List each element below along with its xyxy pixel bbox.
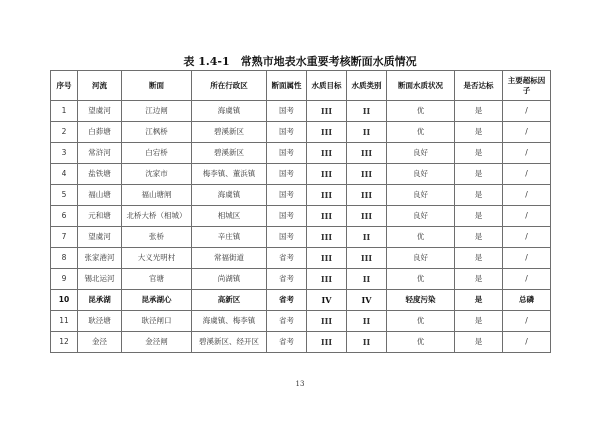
- cell-district: 常福街道: [192, 248, 267, 269]
- table-body: [51, 101, 551, 353]
- cell-quality-status: 优: [387, 311, 455, 332]
- cell-main-pollutant: 总磷: [503, 290, 551, 311]
- cell-river: 锡北运河: [78, 269, 122, 290]
- cell-river: 金泾: [78, 332, 122, 353]
- cell-section-type: 省考: [267, 248, 307, 269]
- cell-index: 9: [51, 269, 78, 290]
- cell-section: 江枫桥: [122, 122, 192, 143]
- header-quality-status: 断面水质状况: [387, 71, 455, 101]
- cell-compliance: 是: [455, 185, 503, 206]
- cell-river: 张家港河: [78, 248, 122, 269]
- cell-index: 8: [51, 248, 78, 269]
- cell-section-type: 省考: [267, 290, 307, 311]
- table-row: [51, 143, 551, 164]
- cell-quality-target: III: [307, 185, 347, 206]
- cell-river: 白茆塘: [78, 122, 122, 143]
- header-section: 断面: [122, 71, 192, 101]
- water-quality-table: [50, 70, 551, 353]
- table-row: [51, 227, 551, 248]
- cell-quality-class: II: [347, 332, 387, 353]
- table-row: [51, 269, 551, 290]
- table-row: [51, 206, 551, 227]
- cell-index: 12: [51, 332, 78, 353]
- cell-section: 大义光明村: [122, 248, 192, 269]
- header-compliance: 是否达标: [455, 71, 503, 101]
- cell-main-pollutant: /: [503, 122, 551, 143]
- cell-main-pollutant: /: [503, 311, 551, 332]
- cell-compliance: 是: [455, 248, 503, 269]
- table-row: [51, 332, 551, 353]
- cell-compliance: 是: [455, 164, 503, 185]
- cell-district: 碧溪新区: [192, 122, 267, 143]
- cell-quality-target: III: [307, 122, 347, 143]
- header-river: 河流: [78, 71, 122, 101]
- cell-index: 1: [51, 101, 78, 122]
- cell-main-pollutant: /: [503, 269, 551, 290]
- cell-quality-status: 良好: [387, 143, 455, 164]
- cell-section: 张桥: [122, 227, 192, 248]
- cell-section-type: 国考: [267, 206, 307, 227]
- cell-district: 梅李镇、董浜镇: [192, 164, 267, 185]
- cell-section-type: 国考: [267, 185, 307, 206]
- cell-main-pollutant: /: [503, 143, 551, 164]
- cell-compliance: 是: [455, 101, 503, 122]
- cell-index: 5: [51, 185, 78, 206]
- cell-district: 尚湖镇: [192, 269, 267, 290]
- cell-river: 昆承湖: [78, 290, 122, 311]
- cell-section-type: 省考: [267, 311, 307, 332]
- cell-district: 碧溪新区、经开区: [192, 332, 267, 353]
- cell-quality-target: III: [307, 332, 347, 353]
- cell-main-pollutant: /: [503, 185, 551, 206]
- table-row: [51, 311, 551, 332]
- cell-quality-status: 良好: [387, 206, 455, 227]
- header-section-type: 断面属性: [267, 71, 307, 101]
- cell-quality-target: IV: [307, 290, 347, 311]
- cell-quality-class: II: [347, 122, 387, 143]
- cell-river: 元和塘: [78, 206, 122, 227]
- cell-quality-target: III: [307, 311, 347, 332]
- cell-river: 常浒河: [78, 143, 122, 164]
- cell-district: 高新区: [192, 290, 267, 311]
- cell-quality-status: 优: [387, 101, 455, 122]
- header-index: 序号: [51, 71, 78, 101]
- cell-index: 3: [51, 143, 78, 164]
- cell-index: 7: [51, 227, 78, 248]
- cell-quality-target: III: [307, 227, 347, 248]
- cell-main-pollutant: /: [503, 101, 551, 122]
- cell-district: 辛庄镇: [192, 227, 267, 248]
- cell-section-type: 省考: [267, 269, 307, 290]
- cell-quality-status: 优: [387, 122, 455, 143]
- cell-river: 盐铁塘: [78, 164, 122, 185]
- cell-district: 相城区: [192, 206, 267, 227]
- cell-river: 耿泾塘: [78, 311, 122, 332]
- cell-compliance: 是: [455, 206, 503, 227]
- cell-compliance: 是: [455, 143, 503, 164]
- cell-quality-status: 优: [387, 269, 455, 290]
- cell-section-type: 国考: [267, 164, 307, 185]
- cell-quality-class: III: [347, 185, 387, 206]
- cell-quality-status: 良好: [387, 185, 455, 206]
- cell-quality-class: III: [347, 206, 387, 227]
- cell-quality-status: 优: [387, 227, 455, 248]
- cell-river: 福山塘: [78, 185, 122, 206]
- cell-quality-class: II: [347, 101, 387, 122]
- cell-compliance: 是: [455, 311, 503, 332]
- cell-quality-class: II: [347, 311, 387, 332]
- cell-district: 海虞镇: [192, 185, 267, 206]
- cell-section: 沈家市: [122, 164, 192, 185]
- cell-quality-status: 良好: [387, 164, 455, 185]
- cell-district: 海虞镇、梅李镇: [192, 311, 267, 332]
- cell-index: 10: [51, 290, 78, 311]
- table-header-row: [51, 71, 551, 101]
- table-row: [51, 185, 551, 206]
- cell-quality-class: III: [347, 248, 387, 269]
- cell-compliance: 是: [455, 227, 503, 248]
- cell-quality-target: III: [307, 206, 347, 227]
- cell-main-pollutant: /: [503, 164, 551, 185]
- header-quality-class: 水质类别: [347, 71, 387, 101]
- cell-index: 6: [51, 206, 78, 227]
- header-main-pollutant: 主要超标因子: [503, 71, 551, 101]
- table-row: [51, 248, 551, 269]
- cell-river: 望虞河: [78, 101, 122, 122]
- cell-compliance: 是: [455, 332, 503, 353]
- cell-quality-class: III: [347, 143, 387, 164]
- cell-main-pollutant: /: [503, 248, 551, 269]
- cell-main-pollutant: /: [503, 206, 551, 227]
- cell-section-type: 国考: [267, 122, 307, 143]
- cell-quality-class: II: [347, 269, 387, 290]
- cell-section: 金泾闸: [122, 332, 192, 353]
- table-row: [51, 164, 551, 185]
- cell-section-type: 省考: [267, 332, 307, 353]
- cell-compliance: 是: [455, 290, 503, 311]
- cell-section: 白宕桥: [122, 143, 192, 164]
- cell-section: 北桥大桥（相城）: [122, 206, 192, 227]
- cell-quality-status: 轻度污染: [387, 290, 455, 311]
- cell-index: 4: [51, 164, 78, 185]
- cell-section-type: 国考: [267, 227, 307, 248]
- cell-compliance: 是: [455, 122, 503, 143]
- table-title: 表 1.4-1 常熟市地表水重要考核断面水质情况: [183, 55, 417, 68]
- cell-section: 江边闸: [122, 101, 192, 122]
- cell-quality-class: II: [347, 227, 387, 248]
- cell-main-pollutant: /: [503, 227, 551, 248]
- cell-index: 11: [51, 311, 78, 332]
- cell-quality-status: 良好: [387, 248, 455, 269]
- cell-river: 望虞河: [78, 227, 122, 248]
- page-number: 13: [295, 380, 305, 388]
- cell-quality-class: III: [347, 164, 387, 185]
- cell-quality-target: III: [307, 248, 347, 269]
- cell-compliance: 是: [455, 269, 503, 290]
- table-row: [51, 101, 551, 122]
- cell-section: 官塘: [122, 269, 192, 290]
- cell-main-pollutant: /: [503, 332, 551, 353]
- table-row: [51, 122, 551, 143]
- cell-section: 昆承湖心: [122, 290, 192, 311]
- header-district: 所在行政区: [192, 71, 267, 101]
- cell-section: 耿泾闸口: [122, 311, 192, 332]
- cell-index: 2: [51, 122, 78, 143]
- table-row: [51, 290, 551, 311]
- cell-quality-target: III: [307, 143, 347, 164]
- cell-section-type: 国考: [267, 101, 307, 122]
- header-quality-target: 水质目标: [307, 71, 347, 101]
- cell-quality-target: III: [307, 101, 347, 122]
- cell-quality-class: IV: [347, 290, 387, 311]
- cell-quality-target: III: [307, 164, 347, 185]
- cell-district: 海虞镇: [192, 101, 267, 122]
- cell-quality-status: 优: [387, 332, 455, 353]
- cell-section: 福山塘闸: [122, 185, 192, 206]
- cell-district: 碧溪新区: [192, 143, 267, 164]
- cell-section-type: 国考: [267, 143, 307, 164]
- cell-quality-target: III: [307, 269, 347, 290]
